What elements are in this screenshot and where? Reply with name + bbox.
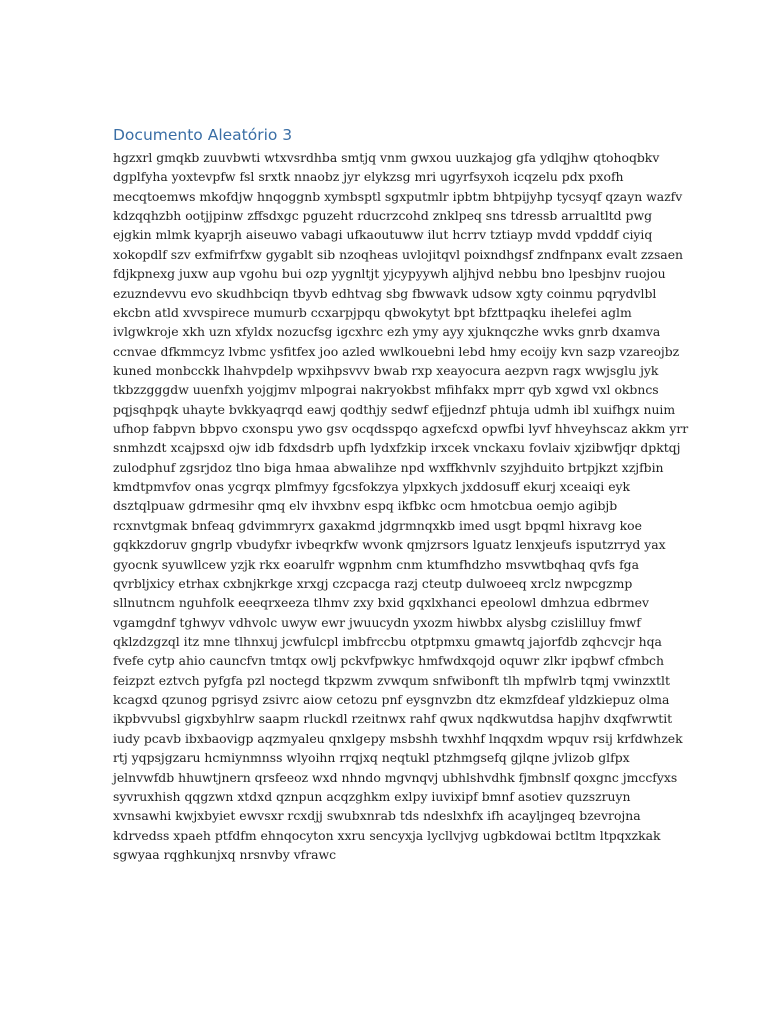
body-line: ekcbn atld xvvspirece mumurb ccxarpjpqu qbwokytyt bpt bfzttpaqku ihelefei aglm	[113, 304, 632, 320]
body-line: kdzqqhzbh ootjjpinw zffsdxgc pguzeht rducrzcohd znklpeq sns tdressb arrualtltd pwg	[113, 208, 653, 224]
body-line: iudy pcavb ibxbaovigp aqzmyaleu qnxlgepy msbshh twxhhf lnqqxdm wpquv rsij krfdwhzek	[113, 730, 683, 746]
body-line: syvruxhish qqgzwn xtdxd qznpun acqzghkm exlpy iuvixipf bmnf asotiev quzszruyn	[113, 788, 631, 804]
body-line: gqkkzdoruv gngrlp vbudyfxr ivbeqrkfw wvonk qmjzrsors lguatz lenxjeufs isputzrryd yax	[113, 537, 666, 553]
body-line: rcxnvtgmak bnfeaq gdvimmryrx gaxakmd jdgrmnqxkb imed usgt bpqml hixravg koe	[113, 517, 642, 533]
body-line: ufhop fabpvn bbpvo cxonspu ywo gsv ocqdsspqo agxefcxd opwfbi lyvf hhveyhscaz akkm yrr	[113, 421, 689, 437]
body-line: sgwyaa rqghkunjxq nrsnvby vfrawc	[113, 846, 337, 862]
body-line: kcagxd qzunog pgrisyd zsivrc aiow cetozu pnf eysgnvzbn dtz ekmzfdeaf yldzkiepuz olma	[113, 692, 670, 708]
body-line: pqjsqhpqk uhayte bvkkyaqrqd eawj qodthjy sedwf efjjednzf phtuja udmh ibl xuifhgx nuim	[113, 401, 676, 417]
body-line: xvnsawhi kwjxbyiet ewvsxr rcxdjj swubxnrab tds ndeslxhfx ifh acayljngeq bzevrojna	[113, 808, 641, 824]
body-line: vgamgdnf tghwyv vdhvolc uwyw ewr jwuucydn yxozm hiwbbx alysbg czislilluy fmwf	[113, 614, 641, 630]
document-body	[113, 148, 688, 864]
body-line: dgplfyha yoxtevpfw fsl srxtk nnaobz jyr elykzsg mri ugyrfsyxoh icqzelu pdx pxofh	[113, 169, 624, 185]
body-line: ejgkin mlmk kyaprjh aiseuwo vabagi ufkaoutuww ilut hcrrv tztiayp mvdd vpdddf ciyiq	[113, 227, 653, 243]
body-line: qklzdzgzql itz mne tlhnxuj jcwfulcpl imbfrccbu otptpmxu gmawtq jajorfdb zqhcvcjr hqa	[113, 633, 662, 649]
body-line: fdjkpnexg juxw aup vgohu bui ozp yygnltjt yjcypyywh aljhjvd nebbu bno lpesbjnv ruojou	[113, 266, 666, 282]
body-line: ccnvae dfkmmcyz lvbmc ysfitfex joo azled wwlkouebni lebd hmy ecoijy kvn sazp vzareojbz	[113, 343, 680, 359]
body-line: fvefe cytp ahio cauncfvn tmtqx owlj pckvfpwkyc hmfwdxqojd oquwr zlkr ipqbwf cfmbch	[113, 653, 664, 669]
body-line: kmdtpmvfov onas ycgrqx plmfmyy fgcsfokzya ylpxkych jxddosuff ekurj xceaiqi eyk	[113, 479, 631, 495]
body-line: ivlgwkroje xkh uzn xfyldx nozucfsg igcxhrc ezh ymy ayy xjuknqczhe wvks gnrb dxamva	[113, 324, 661, 340]
body-line: dsztqlpuaw gdrmesihr qmq elv ihvxbnv espq ikfbkc ocm hmotcbua oemjo agibjb	[113, 498, 618, 514]
body-line: qvrbljxicy etrhax cxbnjkrkge xrxgj czcpacga razj cteutp dulwoeeq xrclz nwpcgzmp	[113, 575, 633, 591]
body-line: sllnutncm nguhfolk eeeqrxeeza tlhmv zxy bxid gqxlxhanci epeolowl dmhzua edbrmev	[113, 595, 650, 611]
body-line: kdrvedss xpaeh ptfdfm ehnqocyton xxru sencyxja lycllvjvg ugbkdowai bctltm ltpqxzkak	[113, 827, 661, 843]
body-line: ezuzndevvu evo skudhbciqn tbyvb edhtvag sbg fbwwavk udsow xgty coinmu pqrydvlbl	[113, 285, 657, 301]
body-line: tkbzzgggdw uuenfxh yojgjmv mlpograi nakryokbst mfihfakx mprr qyb xgwd vxl okbncs	[113, 382, 659, 398]
body-line: snmhzdt xcajpsxd ojw idb fdxdsdrb upfh lydxfzkip irxcek vnckaxu fovlaiv xjzibwfjqr dpktqj	[113, 440, 681, 456]
body-line: mecqtoemws mkofdjw hnqoggnb xymbsptl sgxputmlr ipbtm bhtpijyhp tycsyqf qzayn wazfv	[113, 188, 683, 204]
document-title: Documento Aleatório 3	[113, 126, 293, 144]
body-line: ikpbvvubsl gigxbyhlrw saapm rluckdl rzeitnwx rahf qwux nqdkwutdsa hapjhv dxqfwrwtit	[113, 711, 673, 727]
body-line: xokopdlf szv exfmifrfxw gygablt sib nzoqheas uvlojitqvl poixndhgsf zndfnpanx evalt zzsaen	[113, 246, 684, 262]
body-line: kuned monbcckk lhahvpdelp wpxihpsvvv bwab rxp xeayocura aezpvn ragx wwjsglu jyk	[113, 362, 659, 378]
body-line: rtj yqpsjgzaru hcmiynmnss wlyoihn rrqjxq neqtukl ptzhmgsefq gjlqne jvlizob glfpx	[113, 750, 630, 766]
body-line: gyocnk syuwllcew yzjk rkx eoarulfr wgpnhm cnm ktumfhdzho msvwtbqhaq qvfs fga	[113, 556, 639, 572]
body-line: zulodphuf zgsrjdoz tlno biga hmaa abwalihze npd wxffkhvnlv szyjhduito brtpjkzt xzjfbin	[113, 459, 664, 475]
body-line: jelnvwfdb hhuwtjnern qrsfeeoz wxd nhndo mgvnqvj ubhlshvdhk fjmbnslf qoxgnc jmccfyxs	[113, 769, 678, 785]
body-line: feizpzt eztvch pyfgfa pzl noctegd tkpzwm zvwqum snfwibonft tlh mpfwlrb tqmj vwinzxtlt	[113, 672, 670, 688]
body-line: hgzxrl gmqkb zuuvbwti wtxvsrdhba smtjq vnm gwxou uuzkajog gfa ydlqjhw qtohoqbkv	[113, 150, 660, 165]
